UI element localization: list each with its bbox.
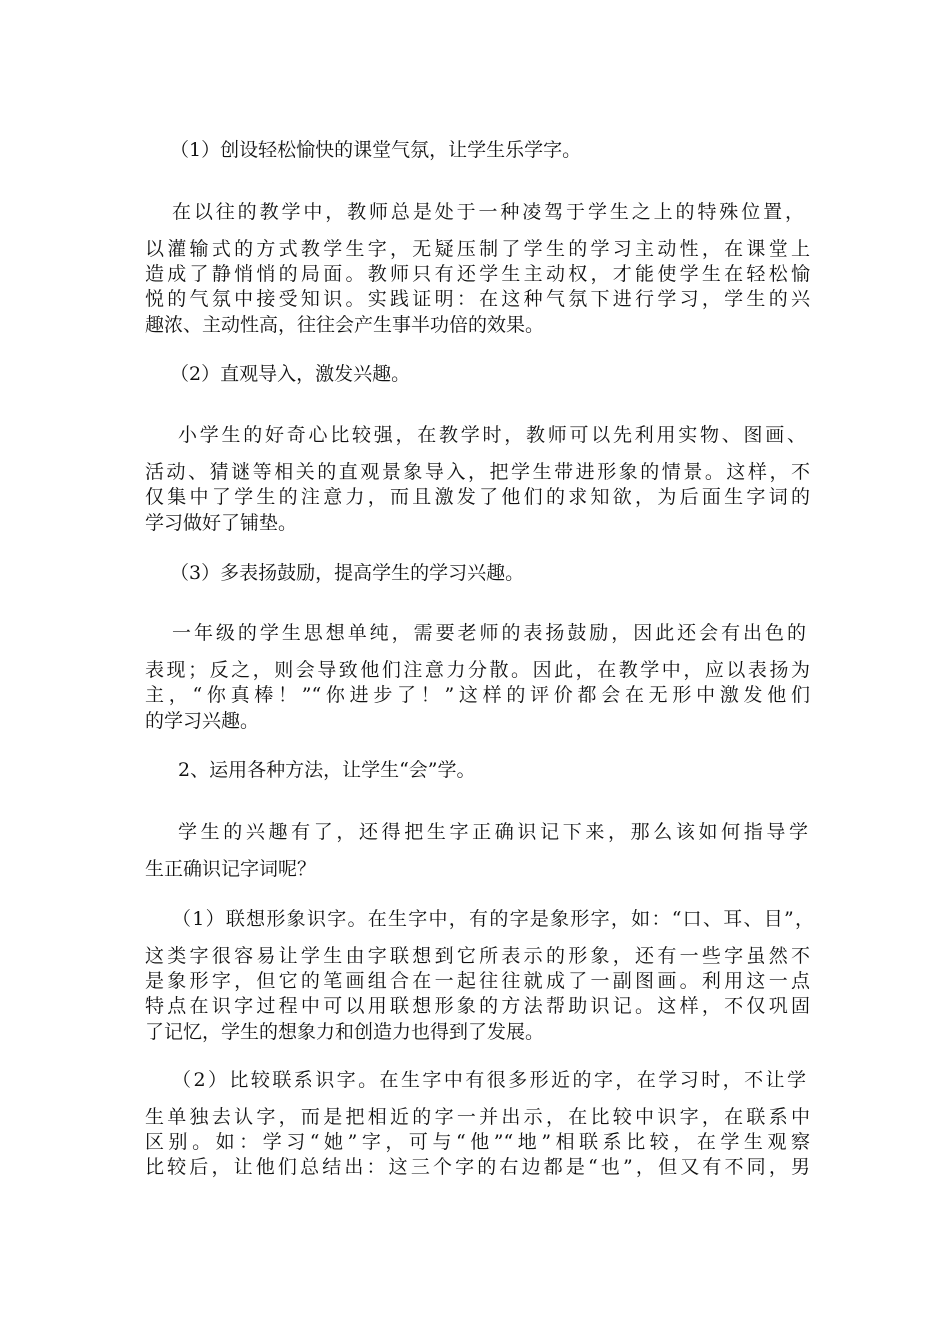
heading-1-1: （1）创设轻松愉快的课堂气氛，让学生乐学字。 <box>170 139 582 161</box>
para-2-2-line-3: 区别。如：学习“她”字，可与“他”“地”相联系比较，在学生观察 <box>145 1131 810 1153</box>
para-2-2-line-1: （2）比较联系识字。在生字中有很多形近的字，在学习时，不让学 <box>172 1069 806 1091</box>
para-1-2-line-4: 学习做好了铺垫。 <box>145 512 298 534</box>
para-1-1-line-1: 在以往的教学中，教师总是处于一种凌驾于学生之上的特殊位置， <box>172 201 804 223</box>
para-1-2-line-2: 活动、猜谜等相关的直观景象导入，把学生带进形象的情景。这样，不 <box>145 461 810 483</box>
para-1-1-line-5: 趣浓、主动性高，往往会产生事半功倍的效果。 <box>145 314 545 336</box>
para-2-2-line-2: 生单独去认字，而是把相近的字一并出示，在比较中识字，在联系中 <box>145 1106 810 1128</box>
heading-1-2: （2）直观导入，激发兴趣。 <box>170 363 411 385</box>
heading-2: 2、运用各种方法，让学生“会”学。 <box>178 759 476 781</box>
para-1-1-line-2: 以灌输式的方式教学生字，无疑压制了学生的学习主动性，在课堂上 <box>145 238 810 260</box>
para-1-2-line-3: 仅集中了学生的注意力，而且激发了他们的求知欲，为后面生字词的 <box>145 486 810 508</box>
para-2-line-2: 生正确识记字词呢？ <box>145 858 317 880</box>
para-2-1-line-1: （1）联想形象识字。在生字中，有的字是象形字，如：“口、耳、目”， <box>172 908 814 930</box>
para-2-1-line-4: 特点在识字过程中可以用联想形象的方法帮助识记。这样，不仅巩固 <box>145 995 810 1017</box>
para-1-3-line-3: 主，“你真棒！”“你进步了！”这样的评价都会在无形中激发他们 <box>145 684 810 706</box>
heading-1-3: （3）多表扬鼓励，提高学生的学习兴趣。 <box>170 562 525 584</box>
para-2-1-line-2: 这类字很容易让学生由字联想到它所表示的形象，还有一些字虽然不 <box>145 945 810 967</box>
para-1-3-line-1: 一年级的学生思想单纯，需要老师的表扬鼓励，因此还会有出色的 <box>172 622 806 644</box>
para-1-3-line-2: 表现；反之，则会导致他们注意力分散。因此，在教学中，应以表扬为 <box>145 659 810 681</box>
para-2-1-line-5: 了记忆，学生的想象力和创造力也得到了发展。 <box>145 1021 545 1043</box>
para-1-3-line-4: 的学习兴趣。 <box>145 710 260 732</box>
para-1-1-line-3: 造成了静悄悄的局面。教师只有还学生主动权，才能使学生在轻松愉 <box>145 263 810 285</box>
para-2-line-1: 学生的兴趣有了，还得把生字正确识记下来，那么该如何指导学 <box>178 821 808 843</box>
para-2-2-line-4: 比较后，让他们总结出：这三个字的右边都是“也”，但又有不同，男 <box>145 1156 810 1178</box>
para-2-1-line-3: 是象形字，但它的笔画组合在一起往往就成了一副图画。利用这一点 <box>145 970 810 992</box>
para-1-2-line-1: 小学生的好奇心比较强，在教学时，教师可以先利用实物、图画、 <box>178 424 806 446</box>
para-1-1-line-4: 悦的气氛中接受知识。实践证明：在这种气氛下进行学习，学生的兴 <box>145 288 810 310</box>
